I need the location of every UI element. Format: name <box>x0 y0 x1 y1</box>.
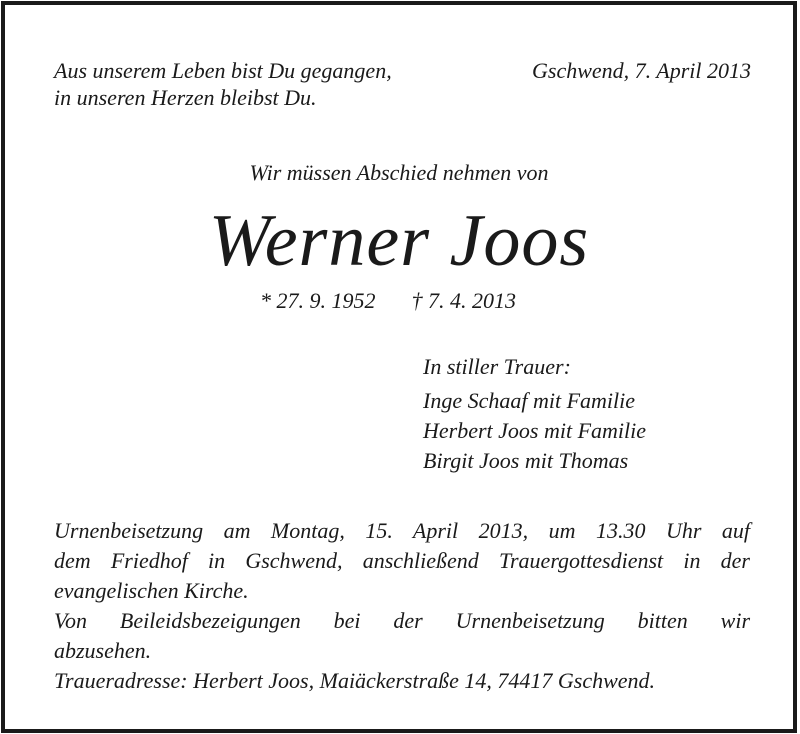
obituary-frame <box>1 1 797 733</box>
notice-line: Von Beileidsbezeigungen bei der Urnenbeisetzung bitten wir <box>54 608 750 633</box>
mourner-entry: Herbert Joos mit Familie <box>423 418 647 443</box>
mourner-entry: Inge Schaaf mit Familie <box>423 388 636 413</box>
motto-line: in unseren Herzen bleibst Du. <box>54 85 317 110</box>
life-dates <box>260 288 516 314</box>
death-date: † 7. 4. 2013 <box>411 288 516 313</box>
mourner-entry: Birgit Joos mit Thomas <box>423 448 629 473</box>
motto <box>54 57 392 111</box>
notice-line: evangelischen Kirche. <box>54 578 249 603</box>
notice-line: Urnenbeisetzung am Montag, 15. April 2013, um 13.30 Uhr auf <box>54 518 750 543</box>
birth-date: * 27. 9. 1952 <box>260 288 376 313</box>
mourners-heading: In stiller Trauer: <box>423 354 571 379</box>
notice-line: abzusehen. <box>54 638 152 663</box>
funeral-notice <box>54 516 750 696</box>
intro-text: Wir müssen Abschied nehmen von <box>249 160 549 185</box>
notice-line: Traueradresse: Herbert Joos, Maiäckerstraße 14, 74417 Gschwend. <box>54 668 656 693</box>
deceased-name: Werner Joos <box>208 200 590 282</box>
motto-line: Aus unserem Leben bist Du gegangen, <box>54 58 392 83</box>
mourners-block <box>423 352 646 476</box>
notice-line: dem Friedhof in Gschwend, anschließend Trauergottesdienst in der <box>54 548 750 573</box>
place-date: Gschwend, 7. April 2013 <box>532 58 751 83</box>
